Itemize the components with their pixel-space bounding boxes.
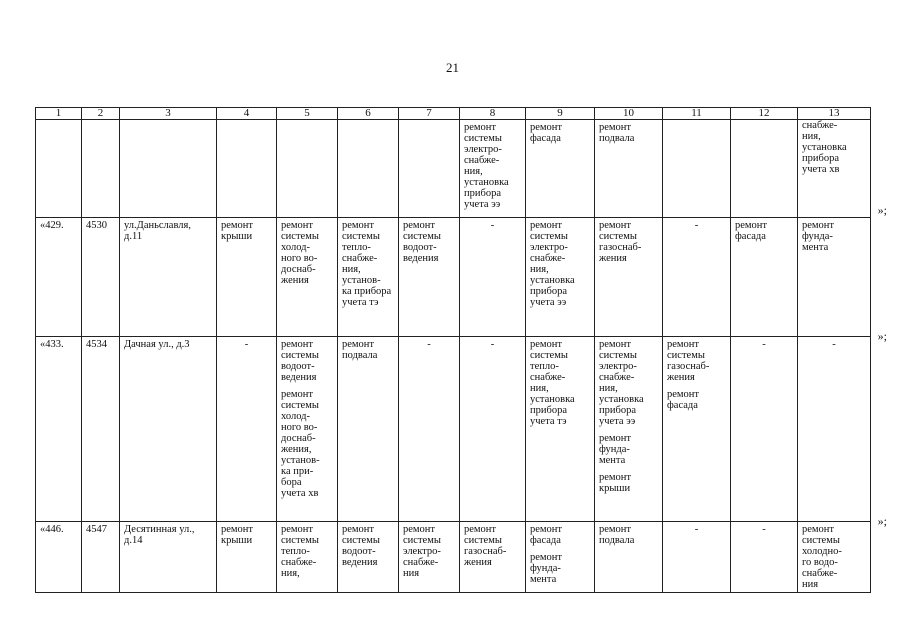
cell: - — [217, 337, 277, 522]
cell-text-line: ния — [802, 579, 819, 590]
cell-text-line: ремонт — [599, 220, 632, 231]
cell-text-line: системы — [802, 535, 840, 546]
table-row — [36, 337, 871, 522]
cell-text-line: системы — [599, 350, 637, 361]
cell-text-line: снабже- — [530, 372, 566, 383]
header-cell: 7 — [399, 108, 460, 120]
cell-text-line: газоснаб- — [667, 361, 710, 372]
cell-text-line: ния, — [281, 568, 300, 579]
cell-text-line: ремонт — [802, 524, 835, 535]
cell — [526, 120, 595, 218]
cell-text-line: ремонт — [403, 220, 436, 231]
cell — [82, 120, 120, 218]
cell-text-line: системы — [464, 133, 502, 144]
header-cell: 9 — [526, 108, 595, 120]
cell-text-line: Дачная ул., д.3 — [124, 339, 190, 350]
cell-text-line: жения — [599, 253, 627, 264]
address — [120, 218, 217, 337]
cell-text-line: жения — [667, 372, 695, 383]
cell-text-line: системы — [464, 535, 502, 546]
cell — [277, 218, 338, 337]
closing-quote: »; — [877, 329, 887, 343]
cell-text-line: снабже- — [530, 253, 566, 264]
cell-text-line: электро- — [403, 546, 441, 557]
cell-text-line: системы — [599, 231, 637, 242]
cell-text-line: газоснаб- — [464, 546, 507, 557]
cell-text-line: холод- — [281, 242, 310, 253]
cell — [663, 120, 731, 218]
cell-text-line: подвала — [599, 535, 635, 546]
cell — [595, 337, 663, 522]
cell — [120, 120, 217, 218]
cell — [36, 120, 82, 218]
cell — [798, 218, 871, 337]
cell-text-line: фасада — [530, 133, 561, 144]
header-cell: 5 — [277, 108, 338, 120]
cell-text-line: ремонт — [342, 220, 375, 231]
cell-text-line: ремонт — [667, 389, 700, 400]
cell-text-line: снабже- — [802, 120, 838, 131]
cell-text-line: ремонт — [530, 339, 563, 350]
cell: - — [399, 337, 460, 522]
cell — [595, 218, 663, 337]
header-cell: 6 — [338, 108, 399, 120]
cell — [338, 218, 399, 337]
cell — [460, 522, 526, 593]
cell-text-line: ного во- — [281, 253, 318, 264]
cell-text-line: ремонт — [281, 339, 314, 350]
header-cell: 4 — [217, 108, 277, 120]
cell-text-line: ремонт — [667, 339, 700, 350]
cell-text-line: го водо- — [802, 557, 838, 568]
cell-text-line: установ- — [281, 455, 320, 466]
cell-text-line: ремонт — [221, 220, 254, 231]
cell — [399, 522, 460, 593]
cell-text-line: бора — [281, 477, 302, 488]
cell-text-line: водоот- — [403, 242, 437, 253]
cell — [595, 120, 663, 218]
cell-text-line: ремонт — [530, 220, 563, 231]
cell-text-line: тепло- — [530, 361, 559, 372]
cell-text-line: системы — [281, 231, 319, 242]
cell-text-line: установка — [599, 394, 644, 405]
object-id: 4547 — [82, 522, 120, 593]
cell — [526, 218, 595, 337]
cell-text-line: системы — [342, 231, 380, 242]
cell — [277, 337, 338, 522]
cell — [663, 337, 731, 522]
cell-text-line: прибора — [464, 188, 501, 199]
cell-text-line: электро- — [530, 242, 568, 253]
cell-text-line: ремонт — [599, 122, 632, 133]
cell — [731, 120, 798, 218]
header-cell: 8 — [460, 108, 526, 120]
table-row — [36, 218, 871, 337]
page-number: 21 — [446, 60, 459, 75]
cell — [399, 218, 460, 337]
cell-text-line: д.11 — [124, 231, 143, 242]
cell-text-line: электро- — [599, 361, 637, 372]
cell-text-line: системы — [667, 350, 705, 361]
cell-text-line: учета ээ — [530, 297, 567, 308]
cell — [798, 120, 871, 218]
cell: - — [460, 337, 526, 522]
cell-text-line: системы — [342, 535, 380, 546]
cell-text-line: системы — [403, 535, 441, 546]
cell-text-line: прибора — [530, 286, 567, 297]
cell: - — [798, 337, 871, 522]
cell-text-line: снабже- — [281, 557, 317, 568]
cell: - — [460, 218, 526, 337]
cell — [217, 218, 277, 337]
header-cell: 2 — [82, 108, 120, 120]
cell-text-line: ния, — [342, 264, 361, 275]
cell — [399, 120, 460, 218]
cell-text-line: установка — [464, 177, 509, 188]
cell-text-line: мента — [599, 455, 626, 466]
cell-text-line: водоот- — [281, 361, 315, 372]
cell-text-line: ведения — [342, 557, 378, 568]
table-row — [36, 522, 871, 593]
cell — [526, 522, 595, 593]
cell-text-line: прибора — [599, 405, 636, 416]
cell-text-line: системы — [530, 231, 568, 242]
cell-text-line: ка при- — [281, 466, 314, 477]
cell-text-line: жения, — [281, 444, 312, 455]
cell-text-line: водоот- — [342, 546, 376, 557]
cell-text-line: ремонт — [281, 389, 314, 400]
cell-text-line: газоснаб- — [599, 242, 642, 253]
cell-text-line: ного во- — [281, 422, 318, 433]
cell-text-line: ремонт — [530, 122, 563, 133]
cell-text-line: снабже- — [802, 568, 838, 579]
cell-text-line: ка прибора — [342, 286, 392, 297]
cell-text-line: холод- — [281, 411, 310, 422]
cell-text-line: ремонт — [221, 524, 254, 535]
cell-text-line: Десятинная ул., — [124, 524, 195, 535]
cell-text-line: ремонт — [599, 339, 632, 350]
cell-text-line: ул.Даньславля, — [124, 220, 191, 231]
cell-text-line: фасада — [735, 231, 766, 242]
cell: - — [663, 522, 731, 593]
cell-text-line: электро- — [464, 144, 502, 155]
cell-text-line: снабже- — [599, 372, 635, 383]
cell-text-line: системы — [281, 400, 319, 411]
cell-text-line: системы — [281, 350, 319, 361]
cell-text-line: установка — [530, 394, 575, 405]
cell-text-line: д.14 — [124, 535, 143, 546]
cell-text-line: тепло- — [342, 242, 371, 253]
cell-text-line: фунда- — [599, 444, 630, 455]
cell-text-line: ремонт — [599, 433, 632, 444]
cell — [595, 522, 663, 593]
cell — [526, 337, 595, 522]
cell — [277, 120, 338, 218]
cell-text-line: ведения — [281, 372, 317, 383]
cell — [217, 120, 277, 218]
cell-text-line: ремонт — [464, 122, 497, 133]
cell-text-line: крыши — [221, 535, 253, 546]
cell-text-line: ния, — [802, 131, 821, 142]
cell-text-line: крыши — [599, 483, 631, 494]
row-number: «446. — [36, 522, 82, 593]
object-id: 4534 — [82, 337, 120, 522]
cell-text-line: системы — [281, 535, 319, 546]
cell-text-line: доснаб- — [281, 264, 316, 275]
cell-text-line: ремонт — [281, 220, 314, 231]
header-cell: 3 — [120, 108, 217, 120]
cell — [460, 120, 526, 218]
header-cell: 12 — [731, 108, 798, 120]
cell-text-line: ремонт — [599, 524, 632, 535]
closing-quote: »; — [877, 203, 887, 217]
cell-text-line: учета хв — [802, 164, 840, 175]
header-cell: 11 — [663, 108, 731, 120]
cell — [338, 337, 399, 522]
cell-text-line: доснаб- — [281, 433, 316, 444]
cell-text-line: установка — [802, 142, 847, 153]
cell-text-line: установ- — [342, 275, 381, 286]
cell: - — [731, 337, 798, 522]
cell-text-line: ния, — [599, 383, 618, 394]
cell-text-line: учета тэ — [530, 416, 567, 427]
cell-text-line: фасада — [530, 535, 561, 546]
cell-text-line: ремонт — [802, 220, 835, 231]
cell-text-line: ремонт — [342, 524, 375, 535]
cell-text-line: прибора — [530, 405, 567, 416]
cell-text-line: тепло- — [281, 546, 310, 557]
cell — [731, 218, 798, 337]
cell-text-line: ния, — [530, 264, 549, 275]
header-cell: 1 — [36, 108, 82, 120]
cell-text-line: учета ээ — [464, 199, 501, 210]
cell-text-line: учета ээ — [599, 416, 636, 427]
cell-text-line: снабже- — [403, 557, 439, 568]
cell-text-line: мента — [802, 242, 829, 253]
table-row — [36, 120, 871, 218]
cell-text-line: фасада — [667, 400, 698, 411]
cell-text-line: ремонт — [735, 220, 768, 231]
cell: - — [663, 218, 731, 337]
cell-text-line: ремонт — [530, 552, 563, 563]
cell-text-line: ремонт — [599, 472, 632, 483]
cell-text-line: прибора — [802, 153, 839, 164]
cell-text-line: фунда- — [530, 563, 561, 574]
cell-text-line: ремонт — [342, 339, 375, 350]
cell-text-line: учета тэ — [342, 297, 379, 308]
address — [120, 522, 217, 593]
header-cell: 10 — [595, 108, 663, 120]
repair-schedule-table — [35, 107, 871, 593]
cell-text-line: фунда- — [802, 231, 833, 242]
closing-quote: »; — [877, 514, 887, 528]
cell-text-line: ремонт — [281, 524, 314, 535]
cell-text-line: холодно- — [802, 546, 842, 557]
address — [120, 337, 217, 522]
cell-text-line: мента — [530, 574, 557, 585]
cell-text-line: ремонт — [403, 524, 436, 535]
cell-text-line: системы — [530, 350, 568, 361]
cell — [277, 522, 338, 593]
cell-text-line: снабже- — [464, 155, 500, 166]
cell-text-line: жения — [281, 275, 309, 286]
cell-text-line: снабже- — [342, 253, 378, 264]
header-row — [36, 108, 871, 120]
cell-text-line: системы — [403, 231, 441, 242]
cell-text-line: ремонт — [464, 524, 497, 535]
cell-text-line: жения — [464, 557, 492, 568]
cell-text-line: подвала — [342, 350, 378, 361]
cell-text-line: ремонт — [530, 524, 563, 535]
row-number: «433. — [36, 337, 82, 522]
cell — [338, 522, 399, 593]
cell-text-line: крыши — [221, 231, 253, 242]
cell-text-line: подвала — [599, 133, 635, 144]
cell — [338, 120, 399, 218]
cell-text-line: ведения — [403, 253, 439, 264]
cell — [217, 522, 277, 593]
header-cell: 13 — [798, 108, 871, 120]
cell-text-line: учета хв — [281, 488, 319, 499]
row-number: «429. — [36, 218, 82, 337]
cell — [798, 522, 871, 593]
cell-text-line: ния, — [464, 166, 483, 177]
object-id: 4530 — [82, 218, 120, 337]
cell: - — [731, 522, 798, 593]
cell-text-line: ния — [403, 568, 420, 579]
cell-text-line: установка — [530, 275, 575, 286]
cell-text-line: ния, — [530, 383, 549, 394]
